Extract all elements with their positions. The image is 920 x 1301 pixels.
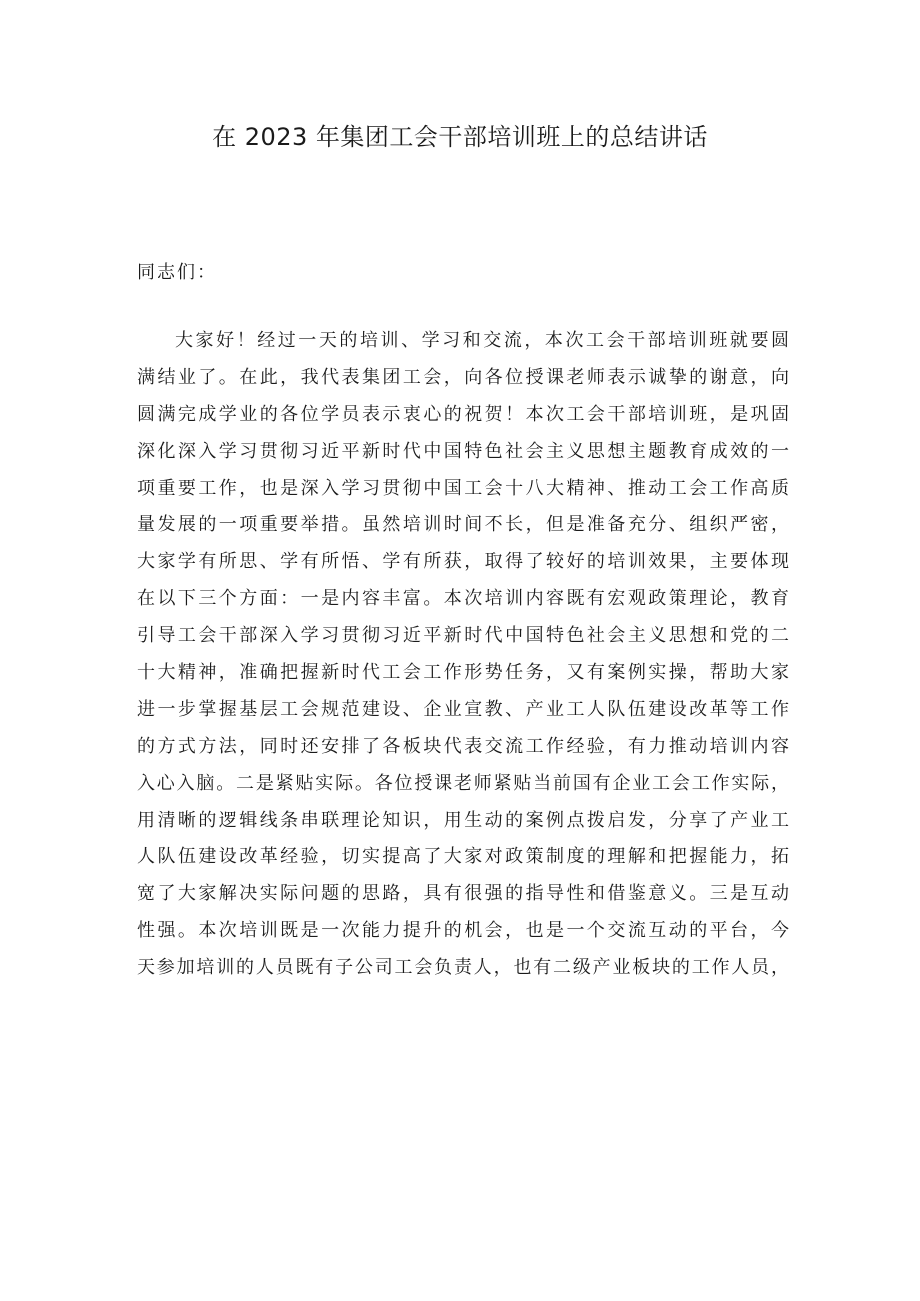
body-line: 用清晰的逻辑线条串联理论知识，用生动的案例点拨启发，分享了产业工 <box>137 809 789 831</box>
document-title: 在 2023 年集团工会干部培训班上的总结讲话 <box>212 123 708 151</box>
body-line: 人队伍建设改革经验，切实提高了大家对政策制度的理解和把握能力，拓 <box>137 846 789 868</box>
body-line: 大家学有所思、学有所悟、学有所获，取得了较好的培训效果，主要体现 <box>137 551 789 573</box>
body-line: 进一步掌握基层工会规范建设、企业宣教、产业工人队伍建设改革等工作 <box>137 698 789 720</box>
body-line: 项重要工作，也是深入学习贯彻中国工会十八大精神、推动工会工作高质 <box>137 477 789 499</box>
salutation: 同志们： <box>137 262 217 283</box>
body-line: 十大精神，准确把握新时代工会工作形势任务，又有案例实操，帮助大家 <box>137 662 789 684</box>
body-line: 的方式方法，同时还安排了各板块代表交流工作经验，有力推动培训内容 <box>137 735 789 757</box>
body-paragraph <box>137 323 789 987</box>
body-line: 引导工会干部深入学习贯彻习近平新时代中国特色社会主义思想和党的二 <box>137 625 789 647</box>
body-line: 入心入脑。二是紧贴实际。各位授课老师紧贴当前国有企业工会工作实际， <box>137 772 789 794</box>
body-line: 宽了大家解决实际问题的思路，具有很强的指导性和借鉴意义。三是互动 <box>137 883 789 905</box>
body-line: 性强。本次培训既是一次能力提升的机会，也是一个交流互动的平台，今 <box>137 920 789 942</box>
body-line: 圆满完成学业的各位学员表示衷心的祝贺！本次工会干部培训班，是巩固 <box>137 403 789 425</box>
body-line: 大家好！经过一天的培训、学习和交流，本次工会干部培训班就要圆 <box>175 330 789 351</box>
body-line: 在以下三个方面：一是内容丰富。本次培训内容既有宏观政策理论，教育 <box>137 588 789 610</box>
body-line: 量发展的一项重要举措。虽然培训时间不长，但是准备充分、组织严密， <box>137 514 789 536</box>
body-line: 深化深入学习贯彻习近平新时代中国特色社会主义思想主题教育成效的一 <box>137 440 789 462</box>
body-line: 天参加培训的人员既有子公司工会负责人，也有二级产业板块的工作人员， <box>137 957 789 979</box>
body-line: 满结业了。在此，我代表集团工会，向各位授课老师表示诚挚的谢意，向 <box>137 366 789 388</box>
